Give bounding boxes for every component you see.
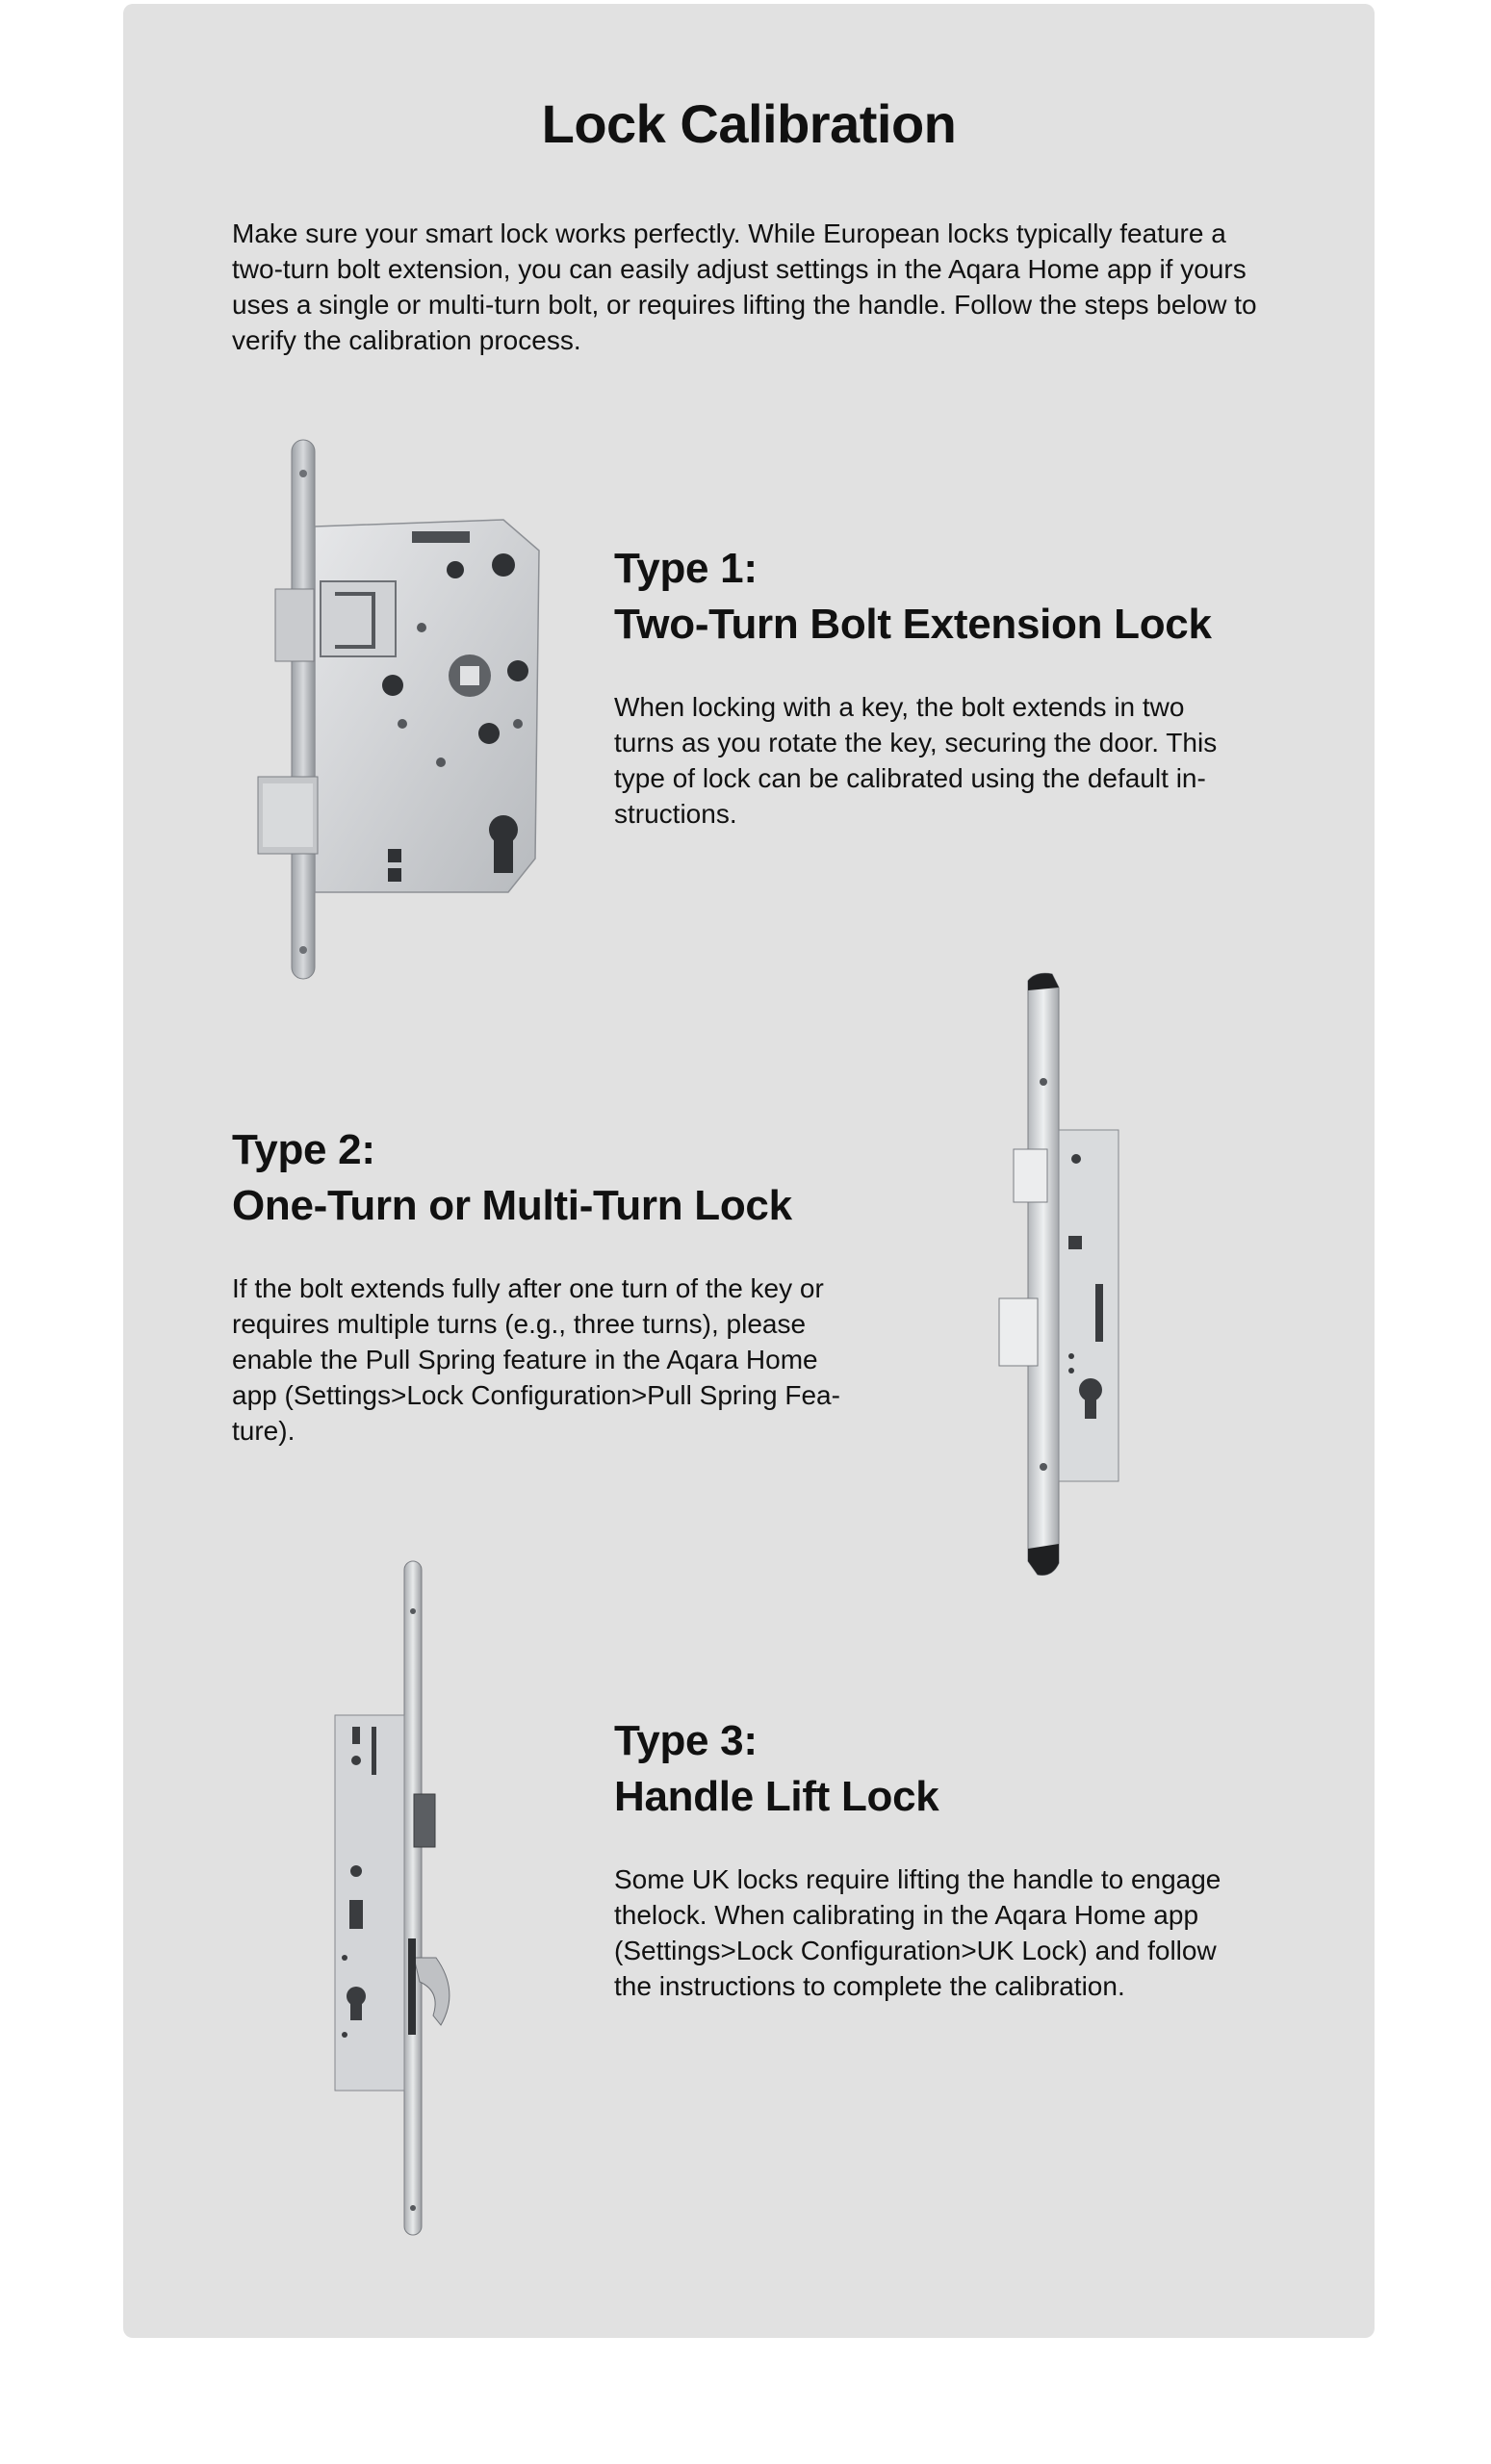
- type-2-section: [232, 1122, 867, 1449]
- type-1-description: When locking with a key, the bolt extends in two turns as you rotate the key, securing the door. This type of lock can be calibrated using the default instructions.: [614, 692, 1218, 829]
- type-1-section: [614, 541, 1249, 832]
- mortise-lock-image: [229, 435, 633, 993]
- type-2-name: One-Turn or Multi-Turn Lock: [232, 1182, 792, 1229]
- type-2-description: If the bolt extends fully after one turn of the key or requires multiple turns (e.g., three turns), please enable the Pull Spring feature in the Aqara Home app (Settings>Lock Configuration>Pull Spring Feature).: [232, 1273, 840, 1446]
- type-3-heading: [614, 1713, 1249, 1825]
- multipoint-lock-image: [306, 1553, 576, 2246]
- type-1-heading: [614, 541, 1249, 653]
- page-title: Lock Calibration: [541, 93, 957, 154]
- narrow-lock-image: [961, 966, 1172, 1582]
- type-3-label: Type 3:: [614, 1717, 758, 1764]
- content-card: [123, 4, 1375, 2338]
- type-3-description: Some UK locks require lifting the handle to engage thelock. When calibrating in the Aqara Home app (Settings>Lock Configuration>UK Lock) and follow the instructions to complete the calibration.: [614, 1864, 1221, 2001]
- type-1-label: Type 1:: [614, 545, 758, 592]
- type-3-name: Handle Lift Lock: [614, 1773, 939, 1820]
- type-2-label: Type 2:: [232, 1126, 375, 1173]
- type-2-heading: [232, 1122, 867, 1234]
- type-1-name: Two-Turn Bolt Extension Lock: [614, 601, 1212, 648]
- type-3-section: [614, 1713, 1249, 2004]
- intro-paragraph: Make sure your smart lock works perfectly. While European locks typically feature a two-turn bolt extension, you can easily adjust settings in the Aqara Home app if yours uses a single or multi-turn bolt, or requires lifting the handle. Follow the steps below to verify the calibration process.: [232, 218, 1257, 355]
